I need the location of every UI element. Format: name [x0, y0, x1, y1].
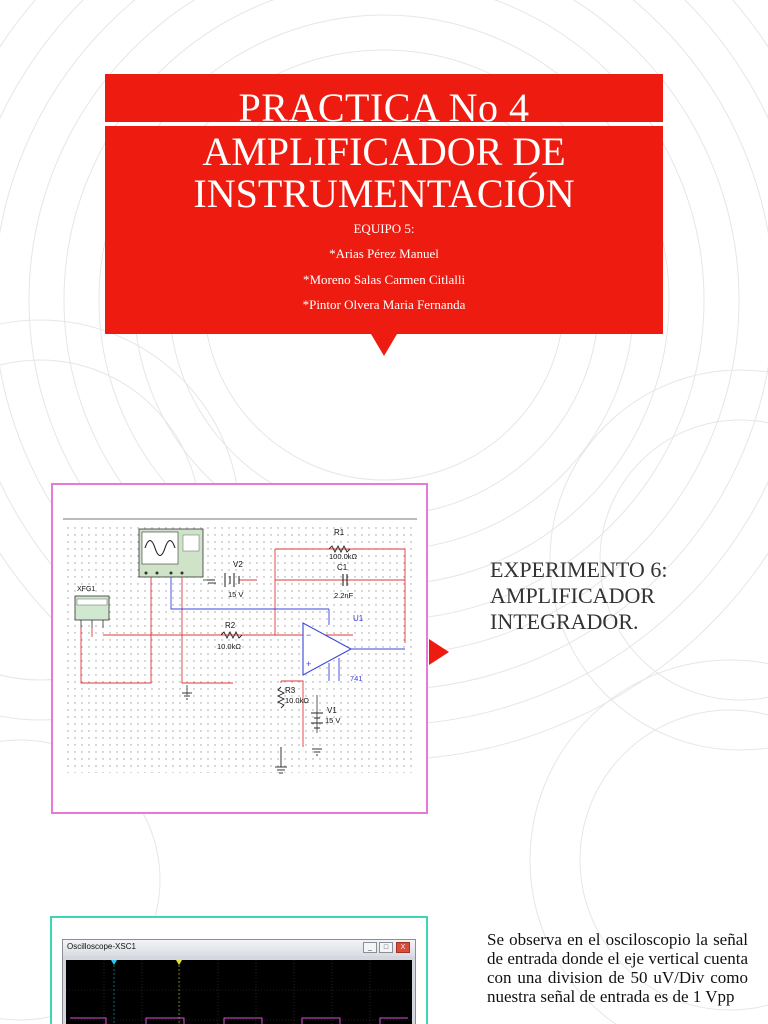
v2-name: V2: [233, 560, 243, 569]
r2-name: R2: [225, 621, 236, 630]
pointer-triangle: [429, 639, 449, 665]
r1-name: R1: [334, 528, 345, 537]
circuit-screenshot: [51, 483, 428, 814]
r1-value: 100.0kΩ: [329, 552, 358, 561]
window-title: Oscilloscope-XSC1: [67, 942, 136, 951]
team-member: *Arias Pérez Manuel: [329, 246, 439, 261]
svg-text:+: +: [306, 659, 312, 669]
experiment-title: EXPERIMENTO 6: AMPLIFICADOR INTEGRADOR.: [490, 557, 668, 634]
cursor-2-marker: [176, 960, 182, 965]
r3-name: R3: [285, 686, 296, 695]
r3-value: 10.0kΩ: [285, 696, 309, 705]
window-titlebar: [63, 940, 415, 956]
team-label: EQUIPO 5:: [353, 221, 415, 236]
practice-number: PRACTICA No 4: [238, 85, 530, 122]
title-banner: [105, 126, 663, 334]
banner-pointer-triangle: [371, 334, 397, 356]
oscilloscope-screenshot: [50, 916, 428, 1024]
fg-label: XFG1: [77, 586, 96, 593]
maximize-button: □: [379, 942, 393, 953]
description-text: Se observa en el osciloscopio la señal de entrada donde el eje vertical cuenta con una division de 50 uV/Div como nuestra señal de entrada es de 1 Vpp: [487, 930, 748, 1006]
oscilloscope-window: [62, 939, 416, 1024]
scope-display: [66, 960, 412, 1024]
c1-value: 2.2nF: [334, 591, 354, 600]
oscilloscope-block: [139, 529, 203, 577]
practice-banner: [105, 74, 663, 122]
minimize-button: _: [363, 942, 377, 953]
team-member: *Moreno Salas Carmen Citlalli: [302, 272, 466, 287]
circuit-schematic: [53, 485, 426, 812]
close-button: X: [396, 942, 410, 953]
scope-grid: [66, 960, 412, 1024]
v1-value: 15 V: [325, 716, 341, 725]
cursor-1-marker: [111, 960, 117, 965]
c1-name: C1: [337, 563, 348, 572]
title-line-2: INSTRUMENTACIÓN: [193, 171, 575, 216]
u1-part: 741: [350, 674, 363, 683]
title-line-1: AMPLIFICADOR DE: [202, 129, 566, 174]
v1-name: V1: [327, 706, 337, 715]
signal-trace: [70, 1018, 408, 1024]
v2-value: 15 V: [228, 590, 244, 599]
team-member: *Pintor Olvera Maria Fernanda: [302, 297, 466, 312]
r2-value: 10.0kΩ: [217, 642, 241, 651]
svg-text:−: −: [306, 630, 312, 640]
u1-name: U1: [353, 614, 364, 623]
